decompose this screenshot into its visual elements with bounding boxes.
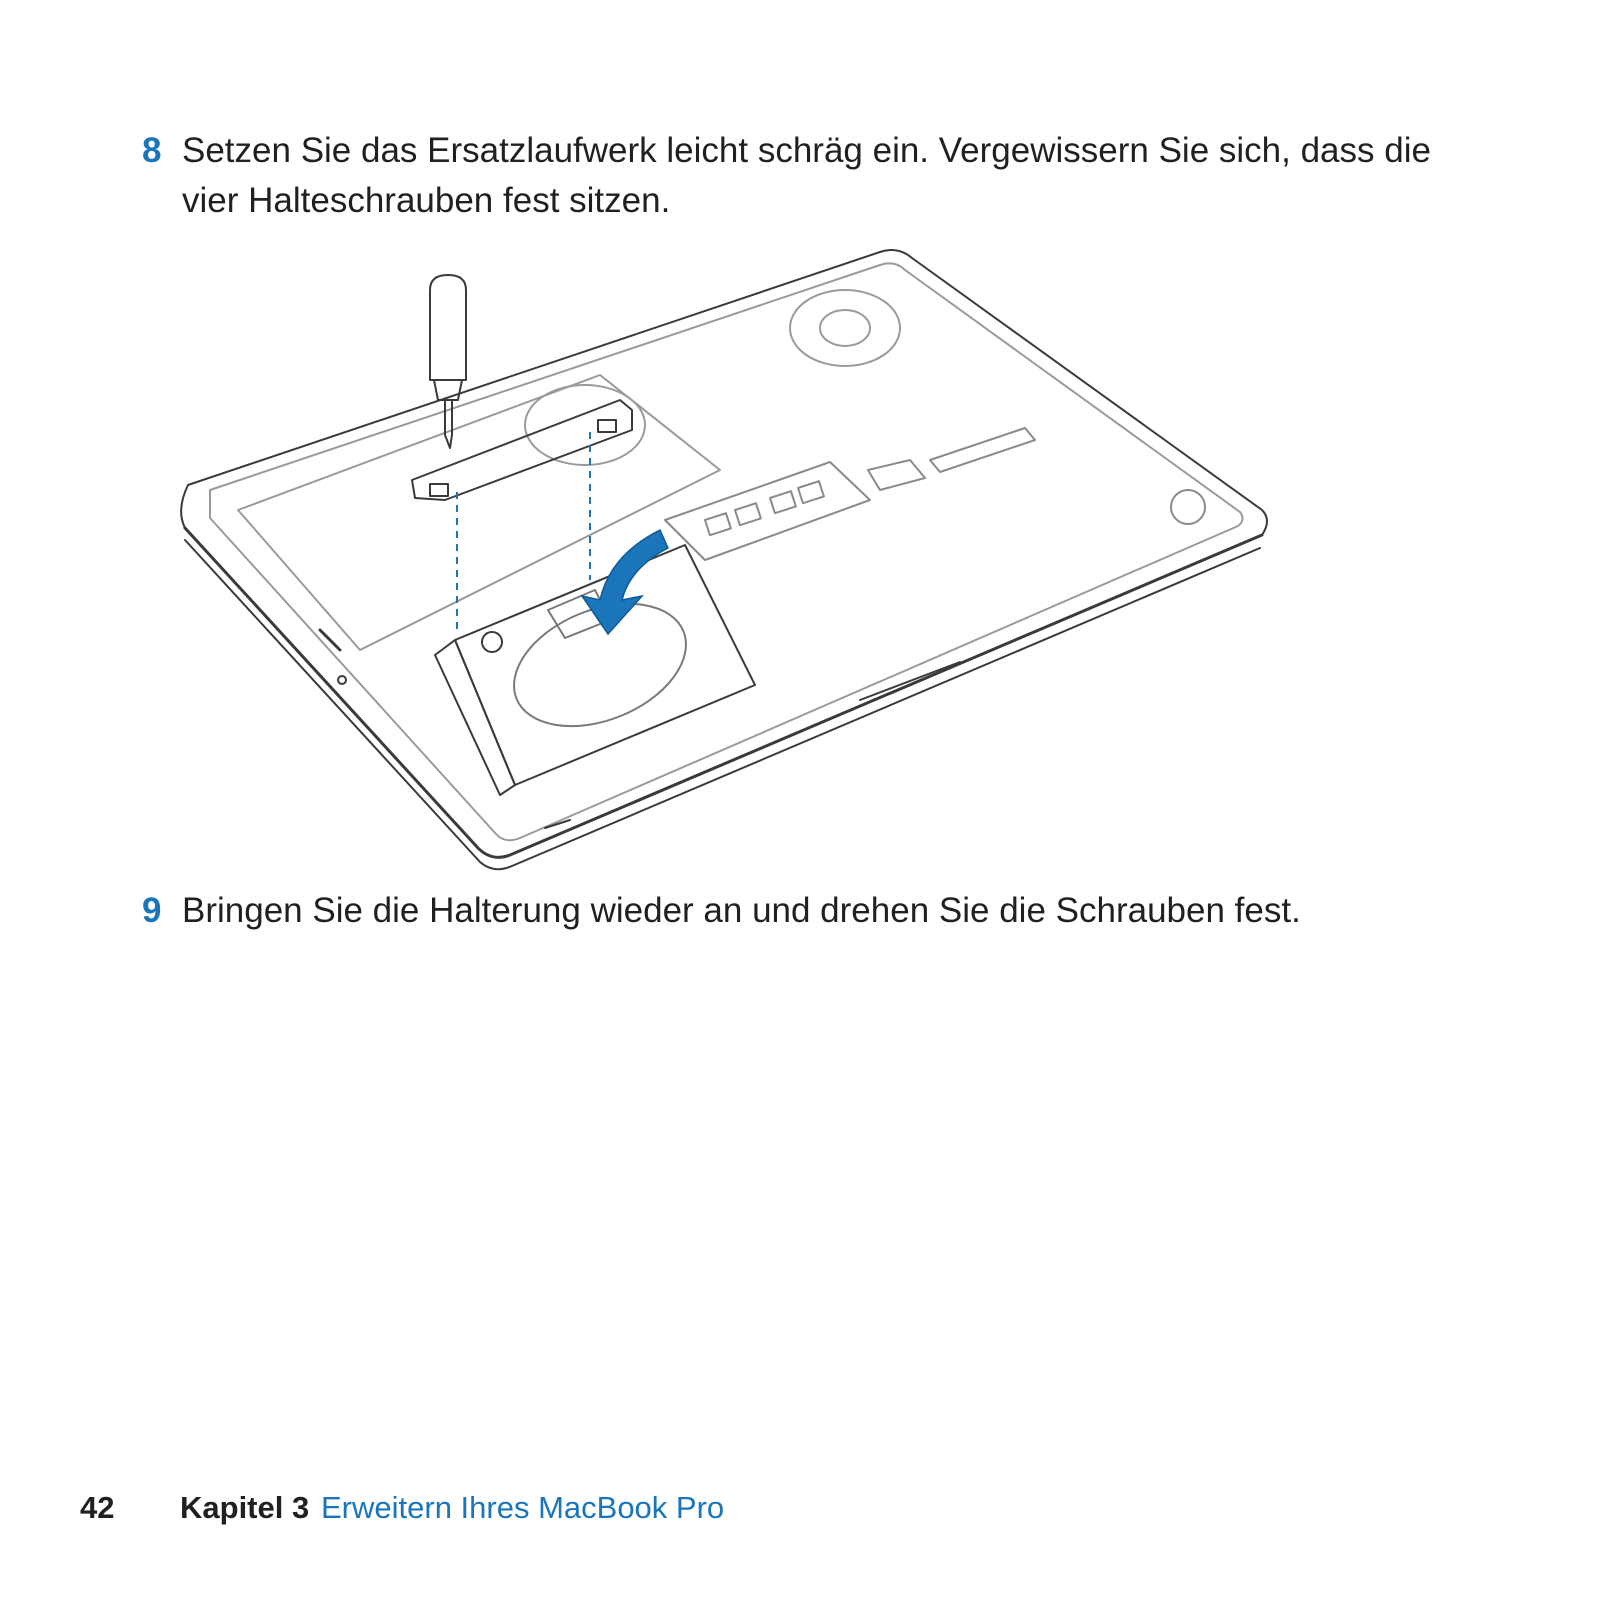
step-text: Setzen Sie das Ersatzlaufwerk leicht schräg ein. Vergewissern Sie sich, dass die vier Halteschrauben fest sitzen.: [182, 131, 1431, 220]
step-number: 8: [142, 131, 162, 170]
chapter-label: Kapitel 3: [180, 1490, 310, 1525]
chapter-title: Erweitern Ihres MacBook Pro: [321, 1490, 725, 1525]
hard-drive-installation-illustration: [170, 240, 1290, 880]
step-number: 9: [142, 891, 162, 930]
page-number: 42: [80, 1490, 115, 1525]
step-text: Bringen Sie die Halterung wieder an und drehen Sie die Schrauben fest.: [182, 891, 1301, 930]
